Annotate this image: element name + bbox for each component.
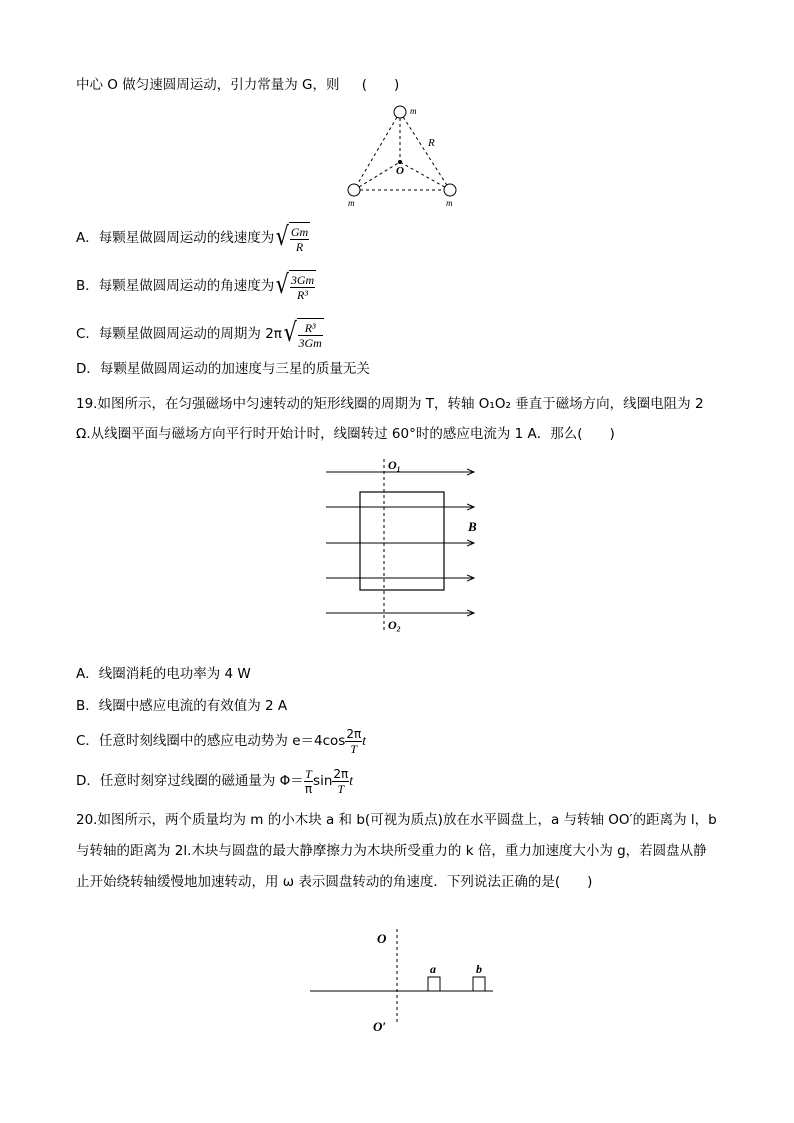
star-top xyxy=(394,106,406,118)
q19-option-b: B．线圈中感应电流的有效值为 2 A xyxy=(76,698,288,714)
sqrt-expression: √ $\frac{3Gm}{\text{R³}}$ xyxy=(275,270,315,302)
label-B: B xyxy=(468,519,477,534)
label-O1: O₁ xyxy=(388,458,401,472)
q19-option-d: D．任意时刻穿过线圈的磁通量为 Φ＝ $\frac{T}{\pi}$ sin $\frac{2\pi}{T}$ t xyxy=(76,766,354,796)
label-O2: O₂ xyxy=(388,618,401,632)
q20-stem-line3: 止开始绕转轴缓慢地加速转动，用 ω 表示圆盘转动的角速度．下列说法正确的是( ) xyxy=(76,874,593,890)
sqrt-expression: √ $\frac{\text{R³}}{3Gm}$ xyxy=(283,318,322,350)
star-left xyxy=(348,184,360,196)
q18-stem-tail: 中心 O 做匀速圆周运动，引力常量为 G，则 ( ) xyxy=(76,77,400,93)
label-a: a xyxy=(430,962,436,976)
label-O-top: O xyxy=(377,931,387,946)
q18-three-star-figure xyxy=(340,100,470,210)
star-right xyxy=(444,184,456,196)
q19-option-a: A．线圈消耗的电功率为 4 W xyxy=(76,666,251,682)
q19-option-c: C．任意时刻线圈中的感应电动势为 e＝4cos $\frac{2\pi}{T}$ t xyxy=(76,726,366,756)
label-R: R xyxy=(428,137,435,149)
q19-stem-line2: Ω.从线圈平面与磁场方向平行时开始计时，线圈转过 60°时的感应电流为 1 A．那么( ) xyxy=(76,426,615,442)
q20-stem-line1: 20.如图所示，两个质量均为 m 的小木块 a 和 b(可视为质点)放在水平圆盘上，a 与转轴 OO′的距离为 l，b xyxy=(76,812,717,828)
label-m-top: m xyxy=(410,106,417,116)
sqrt-expression: √ $\frac{Gm}{R}$ xyxy=(275,222,309,254)
q20-stem-line2: 与转轴的距离为 2l.木块与圆盘的最大静摩擦力为木块所受重力的 k 倍，重力加速度大小为 g，若圆盘从静 xyxy=(76,843,707,859)
q18-option-c: C．每颗星做圆周运动的周期为 2π √ $\frac{\text{R³}}{3Gm}$ xyxy=(76,318,322,350)
q18-option-d: D．每颗星做圆周运动的加速度与三星的质量无关 xyxy=(76,361,370,377)
label-m-left: m xyxy=(348,198,355,208)
q18-option-b: B．每颗星做圆周运动的角速度为 √ $\frac{3Gm}{\text{R³}}$ xyxy=(76,270,315,302)
q19-stem-line1: 19.如图所示，在匀强磁场中匀速转动的矩形线圈的周期为 T，转轴 O₁O₂ 垂直于磁场方向，线圈电阻为 2 xyxy=(76,396,704,412)
center-dot xyxy=(398,160,402,164)
label-O-bottom: O′ xyxy=(373,1019,387,1034)
block-b xyxy=(473,977,485,991)
label-b: b xyxy=(476,962,482,976)
label-m-right: m xyxy=(446,198,453,208)
block-a xyxy=(428,977,440,991)
q19-coil-figure xyxy=(318,455,498,635)
q20-disk-figure xyxy=(305,925,505,1035)
label-O: O xyxy=(396,165,404,177)
q18-option-a: A．每颗星做圆周运动的线速度为 √ $\frac{Gm}{R}$ xyxy=(76,222,309,254)
